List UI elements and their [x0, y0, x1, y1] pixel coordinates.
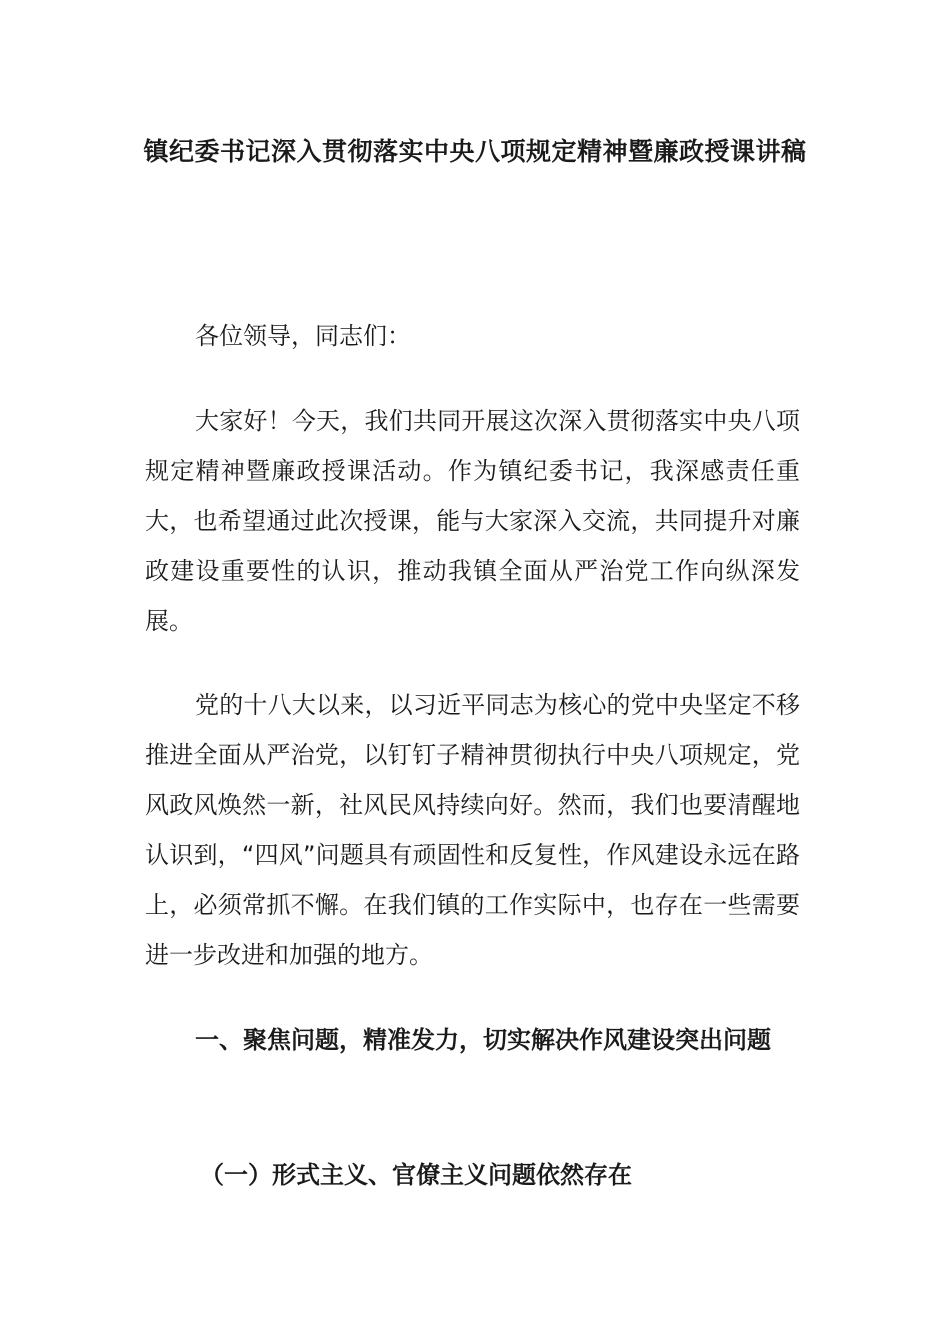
- body-paragraph-2: 党的十八大以来，以习近平同志为核心的党中央坚定不移推进全面从严治党，以钉钉子精神贯彻执行中央八项规定，党风政风焕然一新，社风民风持续向好。然而，我们也要清醒地认识到，“四风”问题具有顽固性和反复性，作风建设永远在路上，必须常抓不懈。在我们镇的工作实际中，也存在一些需要进一步改进和加强的地方。: [145, 691, 800, 969]
- section-heading-1: 一、聚焦问题，精准发力，切实解决作风建设突出问题: [195, 1026, 771, 1054]
- subsection-heading-1: （一）形式主义、官僚主义问题依然存在: [200, 1161, 632, 1189]
- greeting-paragraph: 各位领导，同志们：: [195, 322, 411, 350]
- document-title: 镇纪委书记深入贯彻落实中央八项规定精神暨廉政授课讲稿: [143, 137, 807, 166]
- body-paragraph-1: 大家好！今天，我们共同开展这次深入贯彻落实中央八项规定精神暨廉政授课活动。作为镇纪委书记，我深感责任重大，也希望通过此次授课，能与大家深入交流，共同提升对廉政建设重要性的认识，推动我镇全面从严治党工作向纵深发展。: [145, 407, 800, 635]
